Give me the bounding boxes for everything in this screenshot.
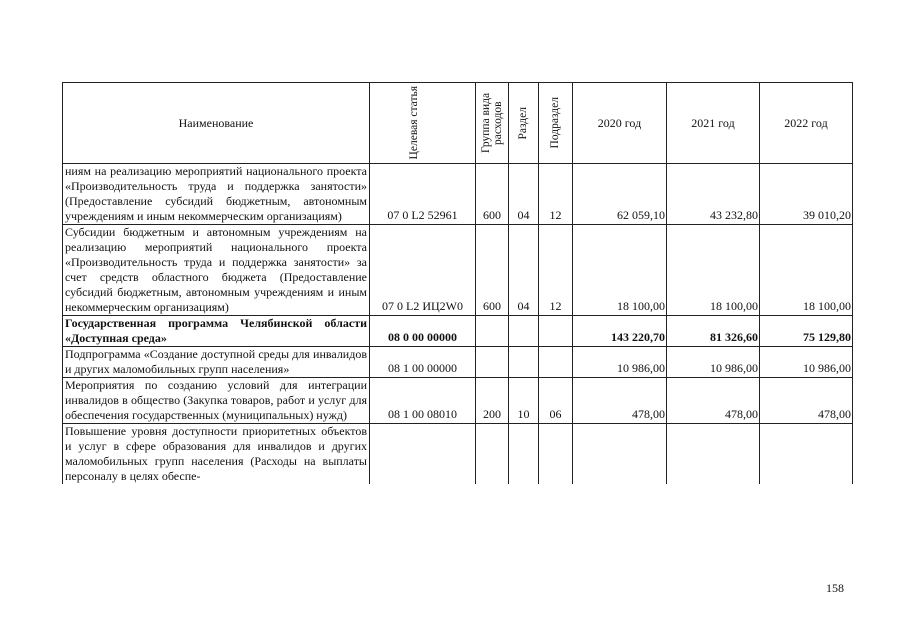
row-2020: 478,00 [573, 378, 667, 424]
row-article: 08 1 00 08010 [370, 378, 476, 424]
row-section [509, 424, 539, 485]
header-2020: 2020 год [573, 83, 667, 164]
row-article [370, 424, 476, 485]
row-subsection [539, 424, 573, 485]
row-article: 07 0 L2 52961 [370, 164, 476, 225]
header-article [370, 83, 476, 164]
row-2020: 10 986,00 [573, 347, 667, 378]
row-name: Субсидии бюджетным и автономным учреждениям на реализацию мероприятий национального проекта «Производительность труда и поддержка занятости» за счет средств областного бюджета (Предоставление субсидий бюджетным, автономным учреждениям и иным некоммерческим организациям) [63, 225, 370, 316]
row-group [476, 424, 509, 485]
row-name: Подпрограмма «Создание доступной среды для инвалидов и других маломобильных групп населения» [63, 347, 370, 378]
row-subsection [539, 316, 573, 347]
budget-table [62, 82, 853, 484]
row-subsection [539, 347, 573, 378]
row-subsection: 12 [539, 225, 573, 316]
row-2021: 478,00 [667, 378, 760, 424]
row-2022: 10 986,00 [760, 347, 853, 378]
row-2022: 18 100,00 [760, 225, 853, 316]
header-expense-group-text: Группа вида расходов [479, 92, 504, 154]
row-2021: 10 986,00 [667, 347, 760, 378]
row-2022: 39 010,20 [760, 164, 853, 225]
header-subsection-text: Подраздел [549, 97, 562, 149]
row-article: 07 0 L2 ИЦ2W0 [370, 225, 476, 316]
row-section: 04 [509, 164, 539, 225]
row-2020: 62 059,10 [573, 164, 667, 225]
header-name: Наименование [63, 83, 370, 164]
page-number: 158 [826, 581, 844, 595]
header-expense-group [476, 83, 509, 164]
row-section: 10 [509, 378, 539, 424]
row-2020: 18 100,00 [573, 225, 667, 316]
row-2022 [760, 424, 853, 485]
row-name: Государственная программа Челябинской области «Доступная среда» [63, 316, 370, 347]
row-section [509, 316, 539, 347]
header-section [509, 83, 539, 164]
row-group [476, 347, 509, 378]
row-group: 600 [476, 164, 509, 225]
row-2021: 43 232,80 [667, 164, 760, 225]
row-2020 [573, 424, 667, 485]
row-subsection: 06 [539, 378, 573, 424]
header-2022: 2022 год [760, 83, 853, 164]
header-subsection [539, 83, 573, 164]
row-2021: 18 100,00 [667, 225, 760, 316]
row-section: 04 [509, 225, 539, 316]
row-name: ниям на реализацию мероприятий национального проекта «Производительность труда и поддержка занятости» (Предоставление субсидий бюджетным, автономным учреждениям и иным некоммерческим организациям) [63, 164, 370, 225]
table-row [63, 225, 853, 316]
row-group [476, 316, 509, 347]
row-2021 [667, 424, 760, 485]
table-header-row [63, 83, 853, 164]
row-2022: 478,00 [760, 378, 853, 424]
table-row [63, 378, 853, 424]
row-article: 08 1 00 00000 [370, 347, 476, 378]
table-row [63, 164, 853, 225]
row-2020: 143 220,70 [573, 316, 667, 347]
row-2022: 75 129,80 [760, 316, 853, 347]
row-2021: 81 326,60 [667, 316, 760, 347]
header-section-text: Раздел [517, 106, 530, 140]
row-group: 600 [476, 225, 509, 316]
table-row [63, 347, 853, 378]
row-subsection: 12 [539, 164, 573, 225]
row-article: 08 0 00 00000 [370, 316, 476, 347]
row-name: Повышение уровня доступности приоритетных объектов и услуг в сфере образования для инвалидов и других маломобильных групп населения (Расходы на выплаты персоналу в целях обеспе- [63, 424, 370, 485]
row-group: 200 [476, 378, 509, 424]
table-row [63, 316, 853, 347]
table-row [63, 424, 853, 485]
row-name: Мероприятия по созданию условий для интеграции инвалидов в общество (Закупка товаров, работ и услуг для обеспечения государственных (муниципальных) нужд) [63, 378, 370, 424]
header-2021: 2021 год [667, 83, 760, 164]
row-section [509, 347, 539, 378]
header-article-text: Целевая статья [407, 86, 420, 160]
